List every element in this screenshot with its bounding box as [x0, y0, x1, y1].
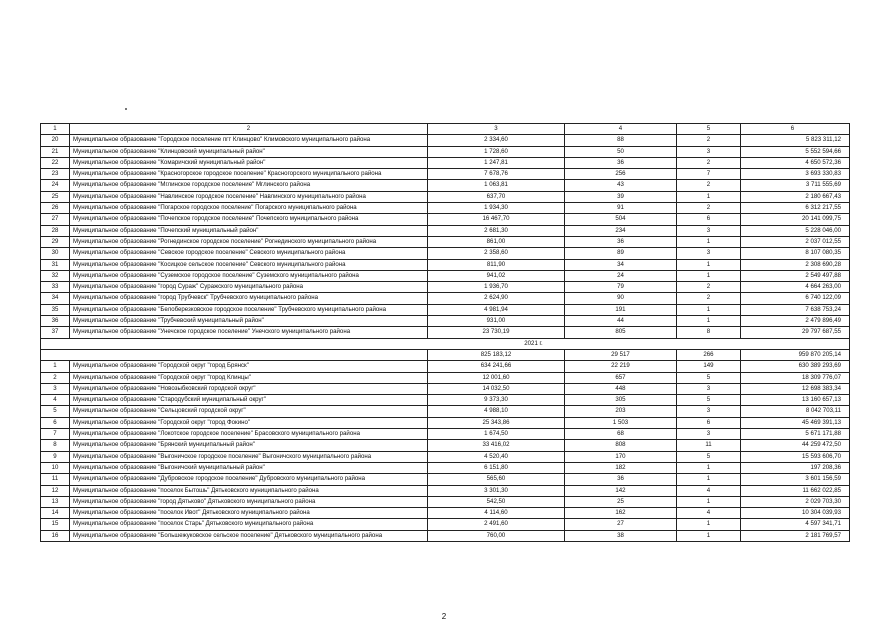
table-cell: 15 593 606,70: [741, 451, 850, 462]
table-cell: 8: [41, 440, 70, 451]
table-cell: Муниципальное образование "Погарское городское поселение" Погарского муниципального района: [70, 203, 428, 214]
table-cell: 1: [677, 270, 741, 281]
table-cell: 5: [677, 395, 741, 406]
table-cell: 5: [677, 451, 741, 462]
table-cell: 234: [565, 225, 677, 236]
table-row: [41, 248, 850, 259]
table-cell: 22 219: [565, 361, 677, 372]
table-cell: 4 520,40: [428, 451, 565, 462]
table-cell: 1: [677, 316, 741, 327]
table-row: [41, 519, 850, 530]
header-cell: 6: [741, 124, 850, 135]
table-cell: 9: [41, 451, 70, 462]
table-row: [41, 327, 850, 338]
summary-cell: 825 183,12: [428, 349, 565, 360]
table-cell: 2 491,60: [428, 519, 565, 530]
table-cell: Муниципальное образование "Унечское городское поселение" Унечского муниципального района: [70, 327, 428, 338]
table-cell: 29 797 687,55: [741, 327, 850, 338]
table-cell: Муниципальное образование "Суземское городское поселение" Суземского муниципального района: [70, 270, 428, 281]
table-row: [41, 214, 850, 225]
table-cell: 4 597 341,71: [741, 519, 850, 530]
table-row: [41, 157, 850, 168]
table-cell: 634 241,66: [428, 361, 565, 372]
table-cell: 448: [565, 383, 677, 394]
table-row: [41, 282, 850, 293]
table-row: [41, 474, 850, 485]
table-cell: 149: [677, 361, 741, 372]
table-row: [41, 406, 850, 417]
table-cell: 8 042 703,11: [741, 406, 850, 417]
table-cell: 808: [565, 440, 677, 451]
table-cell: Муниципальное образование "Навлинское городское поселение" Навлинского муниципального района: [70, 191, 428, 202]
table-cell: 7 638 753,24: [741, 304, 850, 315]
table-cell: 36: [565, 474, 677, 485]
table-cell: 2 549 497,88: [741, 270, 850, 281]
table-cell: 50: [565, 146, 677, 157]
table-cell: Муниципальное образование "Белоберезковское городское поселение" Трубчевского муниципального района: [70, 304, 428, 315]
table-cell: 3: [677, 146, 741, 157]
table-row: [41, 270, 850, 281]
table-cell: 2: [677, 293, 741, 304]
table-row: [41, 383, 850, 394]
table-cell: 10: [41, 462, 70, 473]
table-cell: 2: [41, 372, 70, 383]
table-cell: 3 601 156,59: [741, 474, 850, 485]
table-cell: 16: [41, 530, 70, 541]
table-cell: 22: [41, 157, 70, 168]
table-cell: 4 114,60: [428, 508, 565, 519]
table-cell: 861,00: [428, 236, 565, 247]
table-cell: 5 823 311,12: [741, 135, 850, 146]
table-cell: 1: [677, 519, 741, 530]
table-cell: 1 247,81: [428, 157, 565, 168]
table-row: [41, 293, 850, 304]
table-cell: 14 032,50: [428, 383, 565, 394]
table-cell: 4 664 263,00: [741, 282, 850, 293]
table-cell: 6: [677, 417, 741, 428]
table-cell: 2 334,60: [428, 135, 565, 146]
table-cell: Муниципальное образование "город Сураж" Суражского муниципального района: [70, 282, 428, 293]
table-cell: 6 151,80: [428, 462, 565, 473]
table-cell: 11: [677, 440, 741, 451]
table-cell: 657: [565, 372, 677, 383]
table-cell: 162: [565, 508, 677, 519]
table-cell: 31: [41, 259, 70, 270]
table-cell: 4 650 572,36: [741, 157, 850, 168]
table-cell: 1 936,70: [428, 282, 565, 293]
table-row: [41, 203, 850, 214]
table-cell: Муниципальное образование "Выгоничское городское поселение" Выгоничского муниципального района: [70, 451, 428, 462]
table-cell: 3: [677, 383, 741, 394]
table-cell: 27: [565, 519, 677, 530]
table-cell: 33: [41, 282, 70, 293]
table-cell: 2 029 703,30: [741, 496, 850, 507]
table-row: [41, 169, 850, 180]
table-cell: 30: [41, 248, 70, 259]
table-cell: 25 343,86: [428, 417, 565, 428]
table-cell: 1 934,30: [428, 203, 565, 214]
table-cell: 14: [41, 508, 70, 519]
table-row: [41, 146, 850, 157]
table-cell: Муниципальное образование "поселок Бытошь" Дятьковского муниципального района: [70, 485, 428, 496]
table-cell: Муниципальное образование "Городской округ "город Брянск": [70, 361, 428, 372]
table-cell: 931,00: [428, 316, 565, 327]
table-cell: 2 180 667,43: [741, 191, 850, 202]
year-row: [41, 338, 850, 349]
table-cell: Муниципальное образование "Новозыбковский городской округ": [70, 383, 428, 394]
table-cell: Муниципальное образование "Почепский муниципальный район": [70, 225, 428, 236]
table-cell: 3 693 330,83: [741, 169, 850, 180]
table-cell: 21: [41, 146, 70, 157]
table-cell: 191: [565, 304, 677, 315]
table-cell: 182: [565, 462, 677, 473]
table-cell: 16 467,70: [428, 214, 565, 225]
table-cell: 89: [565, 248, 677, 259]
table-cell: 24: [41, 180, 70, 191]
summary-cell: 29 517: [565, 349, 677, 360]
table-cell: 37: [41, 327, 70, 338]
table-cell: 630 389 293,69: [741, 361, 850, 372]
table-cell: 3: [677, 429, 741, 440]
table-cell: Муниципальное образование "Сельцовский городской округ": [70, 406, 428, 417]
table-cell: 13 160 657,13: [741, 395, 850, 406]
table-cell: 18 309 776,07: [741, 372, 850, 383]
table-cell: 11: [41, 474, 70, 485]
header-row: [41, 124, 850, 135]
table-cell: Муниципальное образование "Трубчевский муниципальный район": [70, 316, 428, 327]
table-cell: 23: [41, 169, 70, 180]
table-row: [41, 191, 850, 202]
table-cell: 3: [41, 383, 70, 394]
table-cell: 36: [41, 316, 70, 327]
summary-row: [41, 349, 850, 360]
table-cell: 4: [41, 395, 70, 406]
table-cell: 6: [677, 214, 741, 225]
table-cell: 7: [677, 169, 741, 180]
table-row: [41, 236, 850, 247]
table-cell: 1: [677, 191, 741, 202]
table-cell: 197 208,36: [741, 462, 850, 473]
table-cell: 6: [41, 417, 70, 428]
table-cell: Муниципальное образование "Дубровское городское поселение" Дубровского муниципального района: [70, 474, 428, 485]
table-cell: 805: [565, 327, 677, 338]
table-cell: 7 678,76: [428, 169, 565, 180]
table-cell: 29: [41, 236, 70, 247]
table-cell: 760,00: [428, 530, 565, 541]
table-cell: 20 141 099,75: [741, 214, 850, 225]
table-cell: 1 674,50: [428, 429, 565, 440]
table-cell: 12 001,60: [428, 372, 565, 383]
table-row: [41, 496, 850, 507]
table-cell: 13: [41, 496, 70, 507]
table-row: [41, 440, 850, 451]
table-cell: 2 037 012,55: [741, 236, 850, 247]
table-cell: Муниципальное образование "Локотское городское поселение" Брасовского муниципального района: [70, 429, 428, 440]
table-cell: 1 503: [565, 417, 677, 428]
page-number: 2: [441, 612, 447, 621]
table-cell: 7: [41, 429, 70, 440]
table-cell: 45 469 391,13: [741, 417, 850, 428]
table-row: [41, 417, 850, 428]
table-cell: 24: [565, 270, 677, 281]
table-cell: 1: [677, 496, 741, 507]
table-cell: Муниципальное образование "Стародубский муниципальный округ": [70, 395, 428, 406]
table-cell: Муниципальное образование "Почепское городское поселение" Почепского муниципального района: [70, 214, 428, 225]
table-cell: 4: [677, 485, 741, 496]
table-cell: 2 308 690,28: [741, 259, 850, 270]
table-row: [41, 508, 850, 519]
table-row: [41, 225, 850, 236]
table-cell: Муниципальное образование "Севское городское поселение" Севского муниципального района: [70, 248, 428, 259]
table-cell: 2 181 769,57: [741, 530, 850, 541]
table-row: [41, 395, 850, 406]
table-cell: 2 624,90: [428, 293, 565, 304]
table-cell: 4: [677, 508, 741, 519]
table-row: [41, 316, 850, 327]
year-label: 2021 г.: [41, 338, 850, 349]
table-cell: 11 662 022,85: [741, 485, 850, 496]
table-cell: 88: [565, 135, 677, 146]
table-cell: 26: [41, 203, 70, 214]
table-cell: 6 312 217,55: [741, 203, 850, 214]
table-cell: 4 981,94: [428, 304, 565, 315]
table-row: [41, 462, 850, 473]
table-cell: 2 358,60: [428, 248, 565, 259]
table-cell: Муниципальное образование "Городской округ "город Клинцы": [70, 372, 428, 383]
table-cell: 170: [565, 451, 677, 462]
table-row: [41, 135, 850, 146]
table-cell: 8 107 080,35: [741, 248, 850, 259]
table-cell: 39: [565, 191, 677, 202]
header-cell: 1: [41, 124, 70, 135]
table-row: [41, 372, 850, 383]
table-cell: 28: [41, 225, 70, 236]
table-cell: 91: [565, 203, 677, 214]
table-cell: 1: [677, 474, 741, 485]
table-cell: 1: [677, 462, 741, 473]
table-cell: 38: [565, 530, 677, 541]
table-cell: 3 301,30: [428, 485, 565, 496]
table-row: [41, 530, 850, 541]
table-cell: 1 063,81: [428, 180, 565, 191]
table-cell: 34: [41, 293, 70, 304]
table-cell: 1 728,60: [428, 146, 565, 157]
summary-cell: 959 870 205,14: [741, 349, 850, 360]
table-cell: 9 373,30: [428, 395, 565, 406]
table-cell: 12 698 383,34: [741, 383, 850, 394]
table-cell: 2: [677, 157, 741, 168]
table-row: [41, 304, 850, 315]
table-cell: 36: [565, 236, 677, 247]
table-cell: 68: [565, 429, 677, 440]
table-cell: 25: [41, 191, 70, 202]
table-cell: 4 988,10: [428, 406, 565, 417]
table-cell: 811,90: [428, 259, 565, 270]
table-cell: Муниципальное образование "поселок Ивот" Дятьковского муниципального района: [70, 508, 428, 519]
table-cell: 8: [677, 327, 741, 338]
header-cell: 5: [677, 124, 741, 135]
table-cell: 3: [677, 248, 741, 259]
table-cell: 20: [41, 135, 70, 146]
table-cell: 3 711 555,69: [741, 180, 850, 191]
table-cell: 15: [41, 519, 70, 530]
table-cell: Муниципальное образование "город Дятьково" Дятьковского муниципального района: [70, 496, 428, 507]
header-cell: 4: [565, 124, 677, 135]
table-cell: 1: [677, 236, 741, 247]
table-cell: 90: [565, 293, 677, 304]
table-cell: 203: [565, 406, 677, 417]
table-cell: 2: [677, 180, 741, 191]
table-cell: 3: [677, 406, 741, 417]
table-cell: 1: [677, 530, 741, 541]
table-cell: Муниципальное образование "Клинцовский муниципальный район": [70, 146, 428, 157]
table-cell: 142: [565, 485, 677, 496]
table-cell: 44: [565, 316, 677, 327]
table-cell: Муниципальное образование "город Трубчевск" Трубчевского муниципального района: [70, 293, 428, 304]
table-cell: Муниципальное образование "Мглинское городское поселение" Мглинского района: [70, 180, 428, 191]
table-row: [41, 361, 850, 372]
table-cell: 2 479 896,49: [741, 316, 850, 327]
header-cell: 2: [70, 124, 428, 135]
table-cell: 5: [677, 372, 741, 383]
table-row: [41, 451, 850, 462]
header-cell: 3: [428, 124, 565, 135]
table-cell: 5: [41, 406, 70, 417]
table-cell: 5 552 594,66: [741, 146, 850, 157]
table-cell: 637,70: [428, 191, 565, 202]
document-table-container: [40, 123, 849, 542]
table-cell: 3: [677, 225, 741, 236]
table-cell: Муниципальное образование "Выгоничский муниципальный район": [70, 462, 428, 473]
table-cell: 32: [41, 270, 70, 281]
table-cell: 305: [565, 395, 677, 406]
table-cell: 12: [41, 485, 70, 496]
table-cell: 2 681,30: [428, 225, 565, 236]
table-row: [41, 429, 850, 440]
table-cell: Муниципальное образование "Рогнединское городское поселение" Рогнединского муниципального района: [70, 236, 428, 247]
table-cell: Муниципальное образование "Городское поселение пгт Клинцово" Климовского муниципального района: [70, 135, 428, 146]
table-cell: Муниципальное образование "поселок Старь" Дятьковского муниципального района: [70, 519, 428, 530]
housing-data-table: [40, 123, 850, 542]
scan-speck: [125, 108, 127, 110]
table-cell: 36: [565, 157, 677, 168]
table-cell: 565,60: [428, 474, 565, 485]
table-cell: Муниципальное образование "Брянский муниципальный район": [70, 440, 428, 451]
table-cell: 2: [677, 203, 741, 214]
table-cell: 43: [565, 180, 677, 191]
table-cell: 2: [677, 282, 741, 293]
table-row: [41, 259, 850, 270]
table-cell: Муниципальное образование "Косицкое сельское поселение" Севского муниципального района: [70, 259, 428, 270]
table-row: [41, 180, 850, 191]
table-body: [41, 124, 850, 542]
table-cell: Муниципальное образование "Красногорское городское поселение" Красногорского муниципального района: [70, 169, 428, 180]
table-cell: 27: [41, 214, 70, 225]
table-cell: 2: [677, 135, 741, 146]
table-cell: 25: [565, 496, 677, 507]
table-cell: 542,50: [428, 496, 565, 507]
table-cell: 504: [565, 214, 677, 225]
table-cell: Муниципальное образование "Большежуковское сельское поселение" Дятьковского муниципального района: [70, 530, 428, 541]
table-cell: 10 304 039,93: [741, 508, 850, 519]
table-cell: 33 416,02: [428, 440, 565, 451]
table-cell: 35: [41, 304, 70, 315]
table-cell: 1: [41, 361, 70, 372]
table-cell: Муниципальное образование "Городской округ "город Фокино": [70, 417, 428, 428]
table-cell: 79: [565, 282, 677, 293]
summary-label: [41, 349, 428, 360]
table-cell: 5 228 046,00: [741, 225, 850, 236]
table-cell: Муниципальное образование "Комаричский муниципальный район": [70, 157, 428, 168]
table-cell: 1: [677, 304, 741, 315]
table-cell: 1: [677, 259, 741, 270]
table-row: [41, 485, 850, 496]
table-cell: 34: [565, 259, 677, 270]
table-cell: 941,02: [428, 270, 565, 281]
table-cell: 5 671 171,88: [741, 429, 850, 440]
table-cell: 23 730,19: [428, 327, 565, 338]
table-cell: 6 740 122,09: [741, 293, 850, 304]
summary-cell: 266: [677, 349, 741, 360]
table-cell: 44 259 472,50: [741, 440, 850, 451]
table-cell: 256: [565, 169, 677, 180]
